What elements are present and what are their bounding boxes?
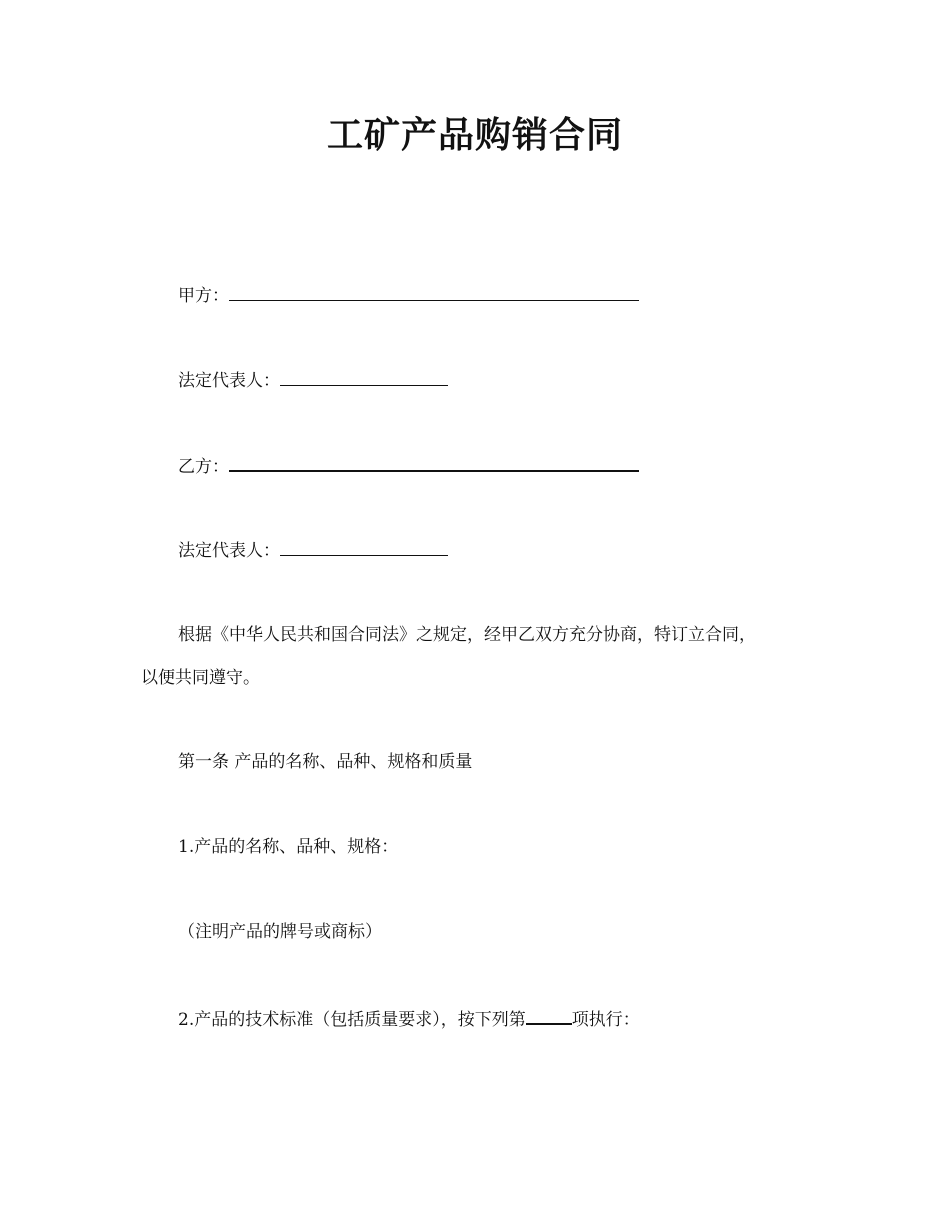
item-2-prefix: 2.产品的技术标准（包括质量要求），按下列第	[178, 1010, 526, 1030]
item-1: 1.产品的名称、品种、规格：	[178, 837, 399, 857]
legal-rep-a-field[interactable]	[280, 367, 448, 386]
legal-rep-b-label: 法定代表人：	[178, 541, 280, 561]
legal-rep-b-row	[178, 537, 448, 563]
party-b-label: 乙方：	[178, 457, 229, 477]
legal-rep-a-row	[178, 367, 448, 393]
item-1-note: （注明产品的牌号或商标）	[178, 922, 382, 942]
item-2-row	[178, 1005, 640, 1032]
document-title: 工矿产品购销合同	[326, 115, 623, 156]
party-b-field[interactable]	[229, 452, 639, 472]
item-2-blank[interactable]	[526, 1005, 572, 1025]
legal-rep-b-field[interactable]	[280, 537, 448, 556]
article-1-heading: 第一条 产品的名称、品种、规格和质量	[178, 752, 473, 772]
item-2-suffix: 项执行：	[571, 1010, 640, 1030]
party-b-row	[178, 452, 639, 479]
preamble-line-1: 根据《中华人民共和国合同法》之规定，经甲乙双方充分协商，特订立合同，	[178, 625, 756, 645]
party-a-field[interactable]	[229, 282, 639, 301]
party-a-row	[178, 282, 639, 308]
party-a-label: 甲方：	[178, 286, 229, 306]
legal-rep-a-label: 法定代表人：	[178, 371, 280, 391]
preamble-line-2: 以便共同遵守。	[141, 668, 260, 688]
